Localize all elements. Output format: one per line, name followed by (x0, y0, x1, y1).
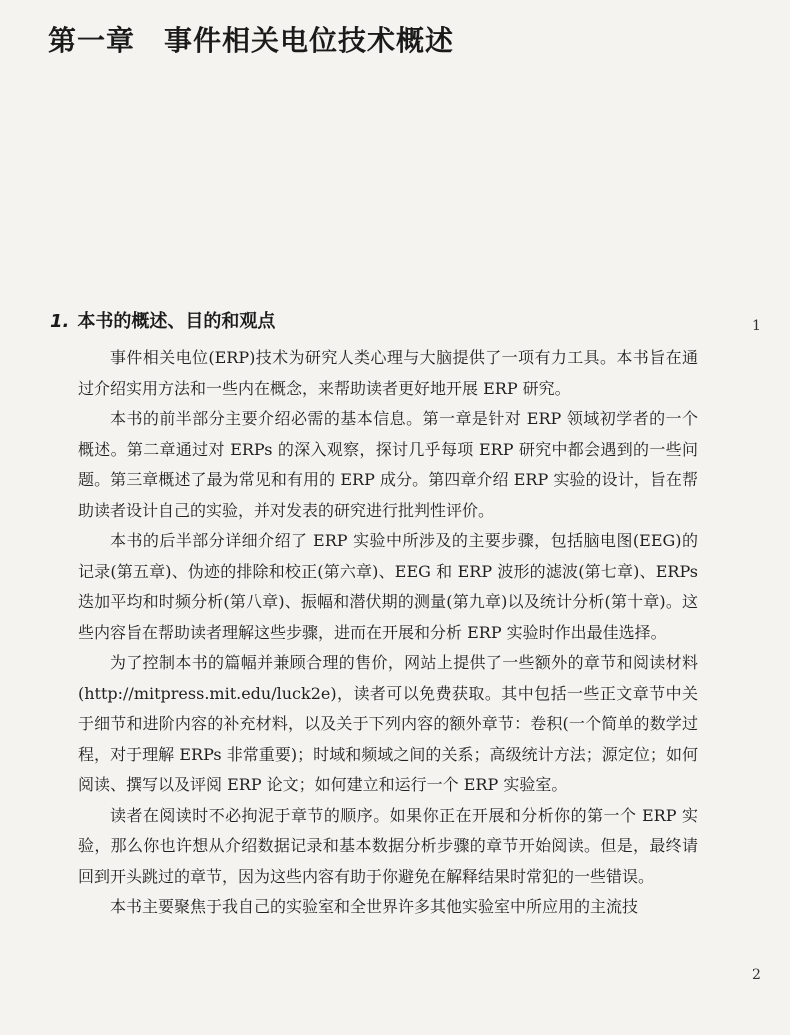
paragraph: 为了控制本书的篇幅并兼顾合理的售价，网站上提供了一些额外的章节和阅读材料(http://mitpress.mit.edu/luck2e)，读者可以免费获取。其中包括一些正文章节中关于细节和进阶内容的补充材料，以及关于下列内容的额外章节：卷积(一个简单的数学过程，对于理解 ERPs 非常重要)；时域和频域之间的关系；高级统计方法；源定位；如何阅读、撰写以及评阅 ERP 论文；如何建立和运行一个 ERP 实验室。 (78, 653, 698, 794)
paragraph: 本书的后半部分详细介绍了 ERP 实验中所涉及的主要步骤，包括脑电图(EEG)的记录(第五章)、伪迹的排除和校正(第六章)、EEG 和 ERP 波形的滤波(第七章)、ERPs 迭加平均和时频分析(第八章)、振幅和潜伏期的测量(第九章)以及统计分析(第十章)。这些内容旨在帮助读者理解这些步骤，进而在开展和分析 ERP 实验时作出最佳选择。 (78, 531, 698, 642)
margin-number: 2 (752, 967, 761, 983)
paragraph: 读者在阅读时不必拘泥于章节的顺序。如果你正在开展和分析你的第一个 ERP 实验，那么你也许想从介绍数据记录和基本数据分析步骤的章节开始阅读。但是，最终请回到开头跳过的章节，因为这些内容有助于你避免在解释结果时常犯的一些错误。 (78, 805, 698, 886)
chapter-title: 第一章 事件相关电位技术概述 (48, 24, 455, 57)
section-number: 1. (50, 311, 70, 332)
section-title: 本书的概述、目的和观点 (77, 311, 276, 332)
paragraph: 本书的前半部分主要介绍必需的基本信息。第一章是针对 ERP 领域初学者的一个概述。第二章通过对 ERPs 的深入观察，探讨几乎每项 ERP 研究中都会遇到的一些问题。第三章概述了最为常见和有用的 ERP 成分。第四章介绍 ERP 实验的设计，旨在帮助读者设计自己的实验，并对发表的研究进行批判性评价。 (78, 409, 698, 520)
paragraph: 事件相关电位(ERP)技术为研究人类心理与大脑提供了一项有力工具。本书旨在通过介绍实用方法和一些内在概念，来帮助读者更好地开展 ERP 研究。 (78, 348, 698, 398)
body-text (78, 343, 698, 923)
section-heading (50, 311, 275, 333)
margin-number: 1 (752, 318, 761, 334)
paragraph: 本书主要聚焦于我自己的实验室和全世界许多其他实验室中所应用的主流技 (110, 897, 639, 916)
